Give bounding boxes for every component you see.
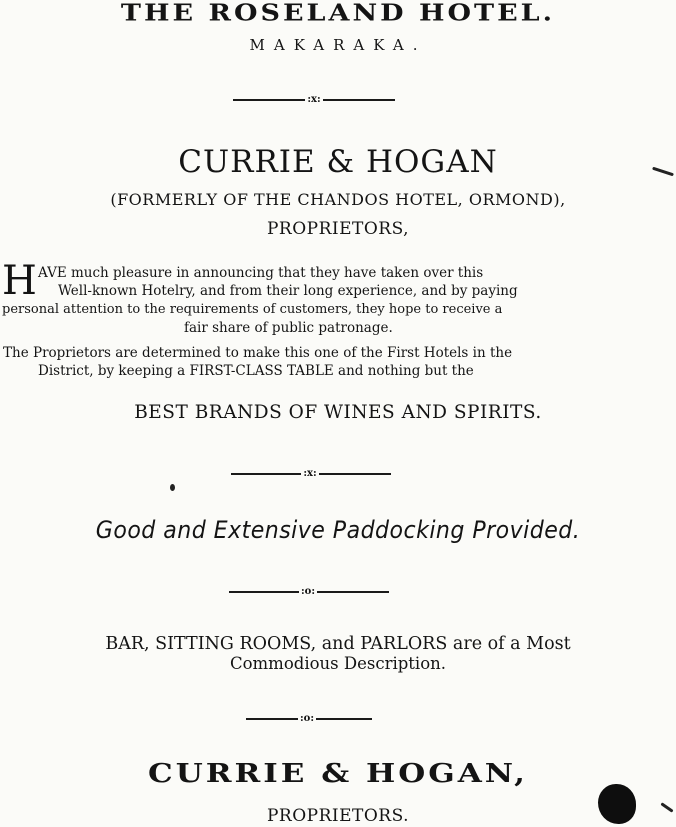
proprietors-heading: PROPRIETORS, — [266, 219, 410, 239]
divider-x-top — [232, 93, 396, 107]
divider-bar — [317, 591, 389, 593]
paddocking-line: Good and Extensive Paddocking Provided. — [95, 516, 581, 544]
divider-bar — [316, 718, 372, 720]
formerly-line: (FORMERLY OF THE CHANDOS HOTEL, ORMOND), — [110, 190, 566, 209]
divider-mark: :o: — [299, 713, 315, 724]
divider-mark: :o: — [300, 586, 316, 597]
divider-mark: :x: — [303, 468, 317, 479]
brands-line: BEST BRANDS OF WINES AND SPIRITS. — [134, 402, 542, 423]
hotel-name-heading: THE ROSELAND HOTEL. — [120, 0, 556, 27]
divider-bar — [246, 718, 298, 720]
announcement-line-1: AVE much pleasure in announcing that they have taken over this — [38, 265, 484, 281]
announcement-line-2: Well-known Hotelry, and from their long experience, and by paying — [58, 283, 518, 299]
determination-line-2: District, by keeping a FIRST-CLASS TABLE and nothing but the — [38, 363, 474, 379]
divider-o-first — [226, 585, 392, 599]
divider-mark: :x: — [307, 94, 321, 105]
announcement-line-4: fair share of public patronage. — [184, 320, 393, 336]
divider-bar — [233, 99, 305, 101]
determination-line-1: The Proprietors are determined to make this one of the First Hotels in the — [3, 345, 513, 361]
signature-firm-name: CURRIE & HOGAN, — [148, 758, 528, 789]
drop-cap: H — [2, 258, 37, 304]
town-name: MAKARAKA. — [249, 36, 427, 54]
divider-o-second — [244, 712, 374, 726]
rooms-line-1: BAR, SITTING ROOMS, and PARLORS are of a Most — [105, 634, 571, 654]
announcement-line-3: personal attention to the requirements of customers, they hope to receive a — [2, 302, 503, 317]
divider-bar — [319, 473, 391, 475]
divider-bar — [323, 99, 395, 101]
divider-bar — [229, 591, 299, 593]
firm-name: CURRIE & HOGAN — [178, 144, 498, 180]
divider-x-middle — [228, 467, 394, 481]
ink-blot — [598, 784, 636, 824]
divider-bar — [231, 473, 301, 475]
signature-title: PROPRIETORS. — [266, 806, 410, 826]
rooms-line-2: Commodious Description. — [229, 654, 447, 673]
ink-speck — [170, 484, 175, 491]
